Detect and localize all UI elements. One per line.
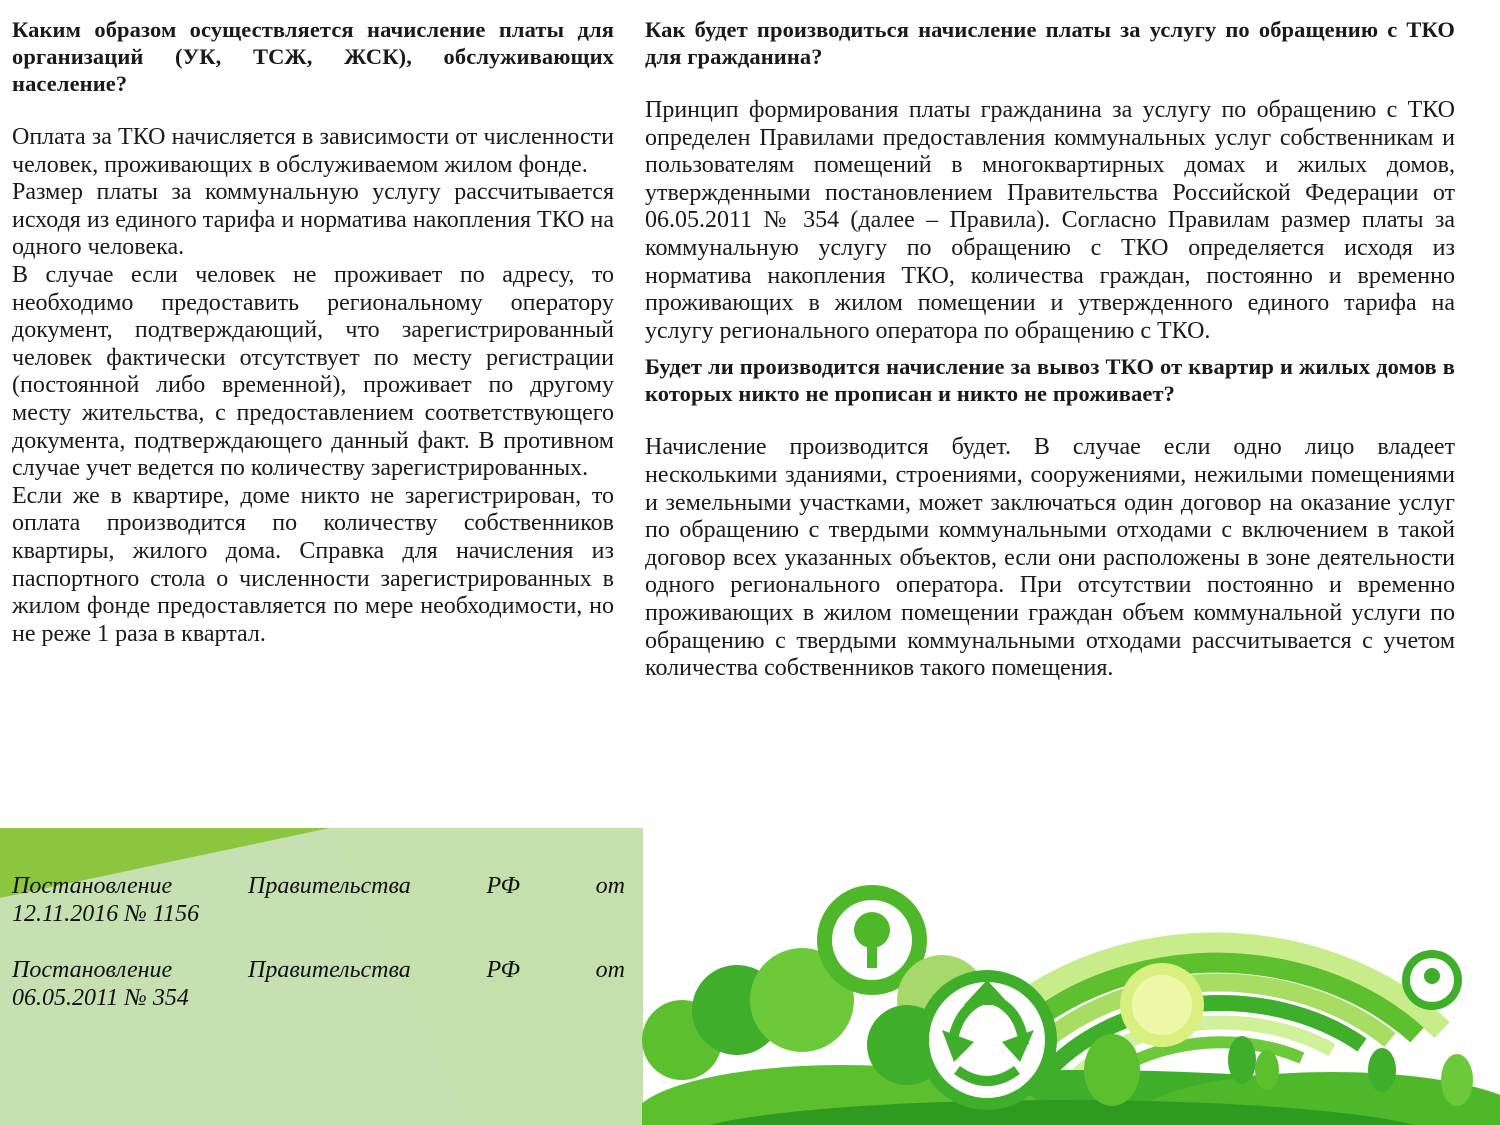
sun-icon (1120, 963, 1204, 1047)
reference-1-line2: 12.11.2016 № 1156 (12, 901, 200, 927)
right-paragraph-2: Начисление производится будет. В случае если одно лицо владеет несколькими зданиями, строениями, сооружениями, нежилыми помещениями и земельными участками, может заключаться один договор на оказание услуг по обращению с твердыми коммунальными отходами с включением в такой договор всех указанных объектов, если они расположены в зоне деятельности одного регионального оператора. При отсутствии постоянно и временно проживающих в жилом помещении граждан объем коммунальной услуги по обращению с твердыми коммунальными отходами рассчитывается с учетом количества собственников такого помещения. (645, 434, 1455, 682)
left-paragraph-1: Оплата за ТКО начисляется в зависимости от численности человек, проживающих в обслуживаемом жилом фонде. (12, 124, 614, 178)
left-heading: Каким образом осуществляется начисление платы для организаций (УК, ТСЖ, ЖСК), обслуживающих население? (12, 17, 614, 96)
right-heading-2: Будет ли производится начисление за вывоз ТКО от квартир и жилых домов в которых никто не прописан и никто не проживает? (645, 354, 1455, 407)
reference-2-line2: 06.05.2011 № 354 (12, 985, 189, 1011)
right-paragraph-1: Принцип формирования платы гражданина за услугу по обращению с ТКО определен Правилами предоставления коммунальных услуг собственникам и пользователям помещений в многоквартирных домах и жилых домов, утвержденными постановлением Правительства Российской Федерации от 06.05.2011 № 354 (далее – Правила). Согласно Правилам размер платы за коммунальную услугу по обращению с ТКО определяется исходя из норматива накопления ТКО, количества граждан, постоянно и временно проживающих в жилом помещении и утвержденного единого тарифа на услугу регионального оператора по обращению с ТКО. (645, 97, 1455, 344)
references (12, 872, 625, 1012)
reference-2-line1: Постановление Правительства РФ от (12, 957, 625, 983)
recycle-icon (917, 970, 1057, 1110)
left-column (12, 16, 614, 648)
right-column (645, 16, 1455, 683)
right-heading-1: Как будет производиться начисление платы за услугу по обращению с ТКО для гражданина? (645, 17, 1455, 69)
left-paragraph-2: Размер платы за коммунальную услугу рассчитывается исходя из единого тарифа и норматива накопления ТКО на одного человека. (12, 179, 614, 261)
eco-illustration (642, 830, 1500, 1125)
reference-2 (12, 956, 625, 1012)
reference-1 (12, 872, 625, 928)
left-paragraph-4: Если же в квартире, доме никто не зарегистрирован, то оплата производится по количеству собственников квартиры, жилого дома. Справка для начисления из паспортного стола о численности зарегистрированных в жилом фонде предоставляется по мере необходимости, но не реже 1 раза в квартал. (12, 482, 614, 647)
reference-1-line1: Постановление Правительства РФ от (12, 873, 625, 899)
left-paragraph-3: В случае если человек не проживает по адресу, то необходимо предоставить региональному оператору документ, подтверждающий, что зарегистрированный человек фактически отсутствует по месту регистрации (постоянной либо временной), проживает по другому месту жительства, с предоставлением соответствующего документа, подтверждающего данный факт. В противном случае учет ведется по количеству зарегистрированных. (12, 261, 614, 482)
